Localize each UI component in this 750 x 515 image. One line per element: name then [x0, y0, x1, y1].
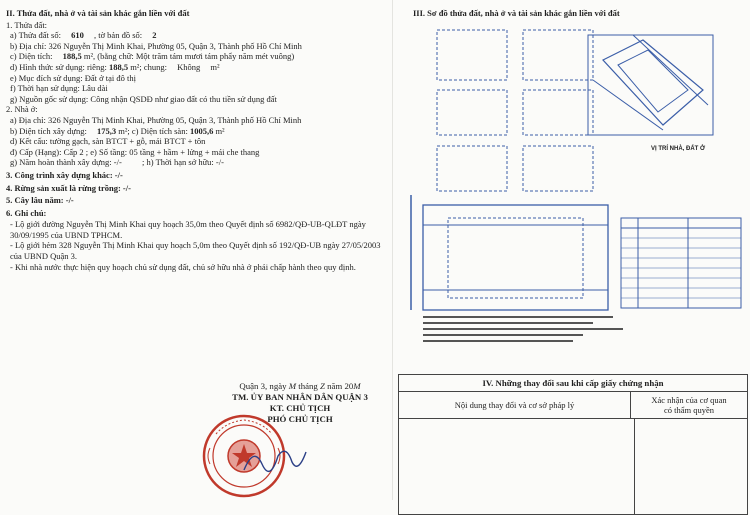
usage-common-value: Không: [177, 61, 201, 72]
note-3: - Khi nhà nước thực hiện quy hoạch chủ sử dụng đất, chủ sở hữu nhà ở phải chấp hành theo quy định.: [10, 261, 356, 272]
area-label: c) Diện tích:: [10, 51, 53, 62]
note-1: - Lộ giới đường Nguyễn Thị Minh Khai quy hoạch 35,0m theo Quyết định số 6982/QĐ-UB-QLĐT ngày 30/09/1995 của UBND TPHCM.: [10, 219, 366, 240]
map-sheet-number: 2: [152, 30, 157, 41]
usage-term: f) Thời hạn sử dụng: Lâu dài: [10, 83, 108, 94]
house-address: a) Địa chỉ: 326 Nguyễn Thị Minh Khai, Phường 05, Quận 3, Thành phố Hồ Chí Minh: [10, 114, 302, 125]
floor-area-value: 1005,6: [189, 125, 214, 136]
parcel-area-line: [6, 51, 383, 62]
usage-purpose: e) Mục đích sử dụng: Đất ở tại đô thị: [10, 72, 136, 83]
parcel-number-line: [6, 30, 383, 41]
parcel-address: b) Địa chỉ: 326 Nguyễn Thị Minh Khai, Phường 05, Quận 3, Thành phố Hồ Chí Minh: [10, 40, 302, 51]
issuer-org: TM. ỦY BAN NHÂN DÂN QUẬN 3: [232, 392, 368, 402]
map-sheet-label: , tờ bản đồ số:: [93, 30, 143, 41]
handwritten-signature-icon: [240, 440, 310, 480]
issue-date: [220, 381, 380, 392]
parcel-number-label: a) Thửa đất số:: [10, 30, 61, 41]
section-iii-title: III. Sơ đồ thửa đất, nhà ở và tài sản khác gắn liền với đất: [413, 8, 620, 18]
date-month: Z: [320, 381, 325, 391]
house-heading: 2. Nhà ở:: [6, 104, 38, 115]
column-authority: [631, 392, 747, 418]
month-label: tháng: [298, 381, 318, 391]
parcel-heading: 1. Thửa đất:: [6, 19, 48, 30]
issuer-role: PHÓ CHỦ TỊCH: [267, 414, 333, 424]
area-value: 188,5: [62, 51, 82, 62]
usage-common-unit: m²: [210, 61, 220, 72]
build-area-label: b) Diện tích xây dựng:: [10, 125, 87, 136]
year-label: năm 20: [327, 381, 354, 391]
date-year: M: [353, 381, 361, 391]
date-day: M: [288, 381, 297, 391]
house-ownership-term: ; h) Thời hạn sở hữu: -/-: [142, 157, 224, 168]
usage-form-label: d) Hình thức sử dụng: riêng:: [10, 61, 107, 72]
usage-form-line: [6, 62, 383, 73]
usage-own-area: 188,5: [108, 61, 129, 72]
build-area-value: 175,3: [96, 125, 117, 136]
house-area-line: [6, 126, 383, 137]
date-prefix: Quận 3, ngày: [239, 381, 287, 391]
house-grade-line: [6, 147, 383, 158]
floor-area-unit: m²: [215, 125, 225, 136]
column-authority-line1: Xác nhận của cơ quan: [651, 395, 727, 405]
usage-origin: g) Nguồn gốc sử dụng: Công nhận QSDĐ như giao đất có thu tiền sử dụng đất: [10, 93, 277, 104]
site-plan-diagram: [403, 20, 748, 370]
area-words: m², (bằng chữ: Một trăm tám mươi tám phẩy năm mét vuông): [83, 51, 295, 62]
section-ii-title: II. Thửa đất, nhà ở và tài sản khác gắn liền với đất: [6, 8, 190, 18]
changes-table-header: [399, 392, 747, 418]
changes-table: [398, 374, 748, 515]
house-floors: ; e) Số tầng: 05 tầng + hầm + lửng + mái che thang: [85, 146, 260, 157]
floor-area-label: m²; c) Diện tích sàn:: [118, 125, 188, 136]
house-completion-year: g) Năm hoàn thành xây dựng: -/-: [10, 157, 122, 168]
note-2: - Lộ giới hẻm 328 Nguyễn Thị Minh Khai quy hoạch 5,0m theo Quyết định số 192/QĐ-UB ngày 27/05/2003 của UBND Quận 3.: [10, 240, 381, 262]
house-structure: d) Kết cấu: tường gạch, sàn BTCT + gỗ, mái BTCT + tôn: [10, 136, 206, 147]
notes-heading: 6. Ghi chú:: [6, 207, 47, 218]
parcel-number: 610: [71, 30, 84, 41]
planted-forest: 4. Rừng sản xuất là rừng trồng: -/-: [6, 182, 131, 193]
house-grade: đ) Cấp (Hạng): Cấp 2: [10, 146, 84, 157]
column-authority-line2: có thẩm quyền: [663, 405, 715, 415]
section-iv-title: IV. Những thay đổi sau khi cấp giấy chứng nhận: [399, 375, 747, 392]
location-label: VỊ TRÍ NHÀ, ĐẤT Ở: [651, 146, 706, 152]
house-year-line: [6, 157, 383, 168]
column-change-content: Nội dung thay đổi và cơ sở pháp lý: [399, 392, 631, 418]
issuer-on-behalf: KT. CHỦ TỊCH: [269, 403, 331, 413]
usage-common-label: m²; chung:: [130, 61, 167, 72]
other-construction: 3. Công trình xây dựng khác: -/-: [6, 169, 123, 180]
perennial-trees: 5. Cây lâu năm: -/-: [6, 195, 74, 206]
